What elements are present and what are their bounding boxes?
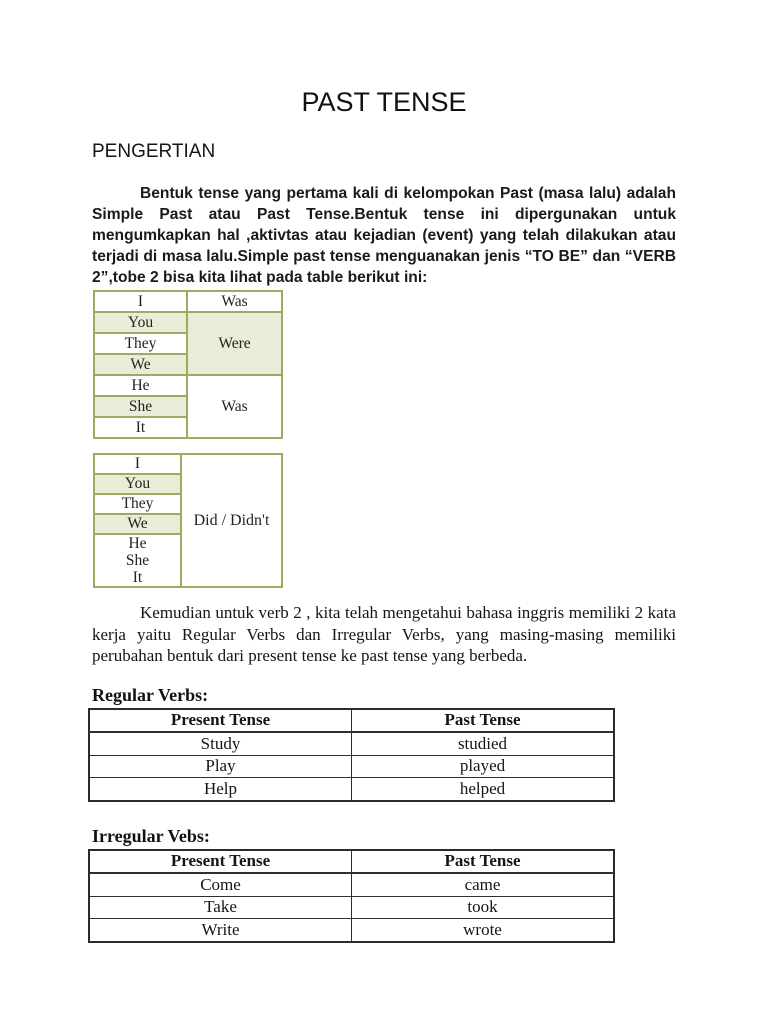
present-tense-cell: Play bbox=[89, 755, 352, 778]
verb-cell: Were bbox=[187, 312, 282, 375]
pronoun-cell: I bbox=[94, 454, 181, 474]
past-tense-cell: wrote bbox=[352, 919, 615, 942]
pronoun-cell: They bbox=[94, 494, 181, 514]
pronoun-cell: It bbox=[94, 417, 187, 438]
present-tense-cell: Come bbox=[89, 873, 352, 896]
tobe-was-were-table bbox=[93, 290, 283, 439]
table-row bbox=[94, 454, 282, 474]
verb-cell: Was bbox=[187, 291, 282, 312]
pronoun-line: It bbox=[132, 569, 143, 586]
regular-verbs-table bbox=[88, 708, 615, 802]
intro-paragraph: Bentuk tense yang pertama kali di kelompokan Past (masa lalu) adalah Simple Past atau Past Tense.Bentuk tense ini dipergunakan untuk mengumkapkan hal ,aktivtas atau kejadian (event) yang telah dilakukan atau terjadi di masa lalu.Simple past tense menguanakan jenis “TO BE” dan “VERB 2”,tobe 2 bisa kita lihat pada table berikut ini: bbox=[92, 185, 676, 286]
pronoun-cell: I bbox=[94, 291, 187, 312]
table-row bbox=[89, 919, 614, 942]
pronoun-group-cell bbox=[94, 534, 181, 587]
pronoun-cell: We bbox=[94, 514, 181, 534]
tobe-did-table bbox=[93, 453, 283, 588]
column-header-present-tense: Present Tense bbox=[89, 709, 352, 733]
table-row bbox=[89, 873, 614, 896]
regular-verbs-heading: Regular Verbs: bbox=[92, 684, 209, 705]
past-tense-cell: studied bbox=[352, 732, 615, 755]
table-row bbox=[94, 375, 282, 396]
page-title: PAST TENSE bbox=[301, 87, 467, 117]
pronoun-cell: She bbox=[94, 396, 187, 417]
present-tense-cell: Study bbox=[89, 732, 352, 755]
verb-cell: Did / Didn't bbox=[181, 454, 282, 587]
table-row bbox=[94, 312, 282, 333]
section-heading-pengertian: PENGERTIAN bbox=[92, 141, 216, 162]
pronoun-cell: He bbox=[94, 375, 187, 396]
table-row bbox=[89, 755, 614, 778]
verbs-intro-paragraph: Kemudian untuk verb 2 , kita telah mengetahui bahasa inggris memiliki 2 kata kerja yaitu Regular Verbs dan Irregular Verbs, yang masing-masing memiliki perubahan bentuk dari present tense ke past tense yang berbeda. bbox=[92, 603, 676, 665]
table-row bbox=[94, 291, 282, 312]
pronoun-cell: They bbox=[94, 333, 187, 354]
present-tense-cell: Write bbox=[89, 919, 352, 942]
pronoun-cell: You bbox=[94, 474, 181, 494]
present-tense-cell: Take bbox=[89, 896, 352, 919]
irregular-verbs-table bbox=[88, 849, 615, 943]
table-header-row bbox=[89, 709, 614, 733]
pronoun-cell: We bbox=[94, 354, 187, 375]
pronoun-line: She bbox=[125, 552, 150, 569]
table-row bbox=[89, 778, 614, 801]
column-header-past-tense: Past Tense bbox=[352, 709, 615, 733]
column-header-present-tense: Present Tense bbox=[89, 850, 352, 874]
pronoun-cell: You bbox=[94, 312, 187, 333]
past-tense-cell: helped bbox=[352, 778, 615, 801]
table-header-row bbox=[89, 850, 614, 874]
table-row bbox=[89, 732, 614, 755]
past-tense-cell: took bbox=[352, 896, 615, 919]
irregular-verbs-heading: Irregular Vebs: bbox=[92, 825, 210, 846]
pronoun-line: He bbox=[128, 535, 147, 552]
table-row bbox=[89, 896, 614, 919]
present-tense-cell: Help bbox=[89, 778, 352, 801]
verb-cell: Was bbox=[187, 375, 282, 438]
past-tense-cell: played bbox=[352, 755, 615, 778]
page-content bbox=[92, 0, 676, 943]
past-tense-cell: came bbox=[352, 873, 615, 896]
column-header-past-tense: Past Tense bbox=[352, 850, 615, 874]
